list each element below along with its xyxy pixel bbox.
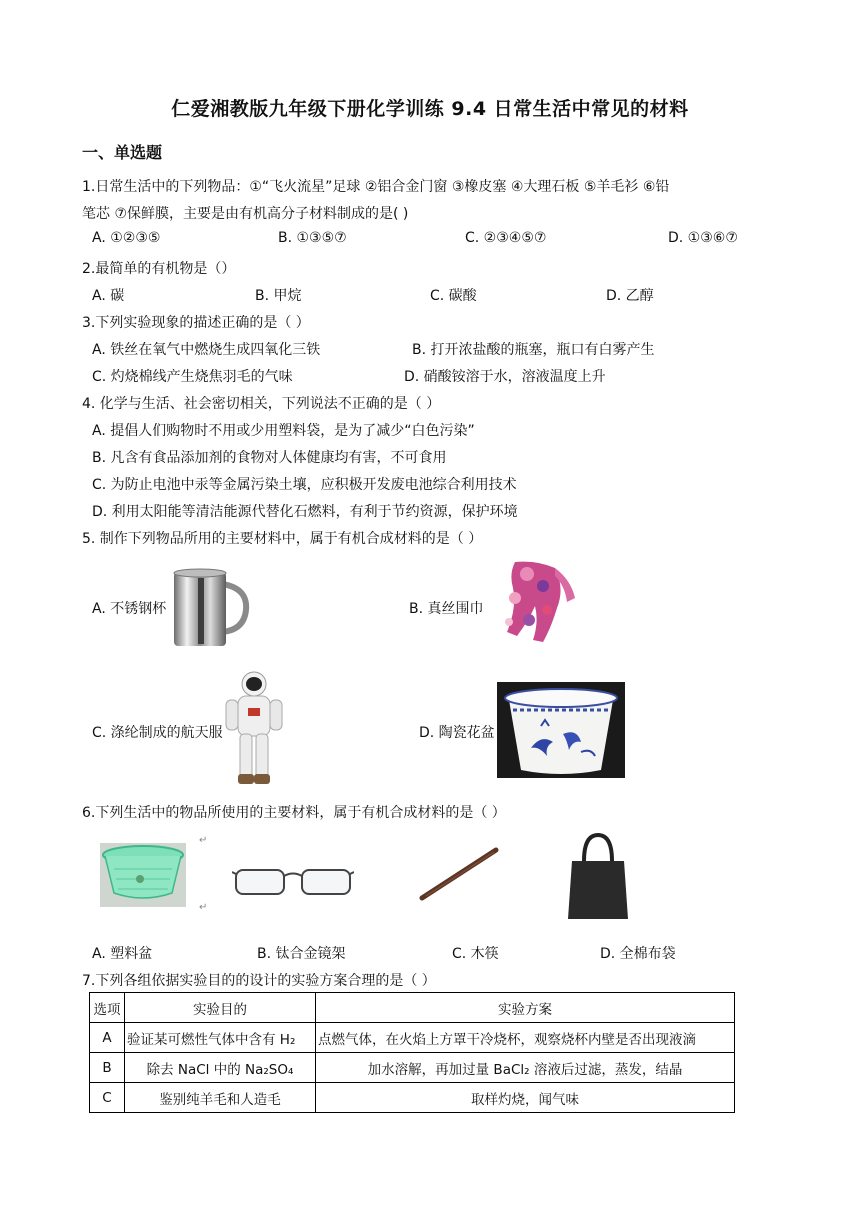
row-option: B xyxy=(90,1053,125,1083)
q4-option-a[interactable]: A. 提倡人们购物时不用或少用塑料袋，是为了减少“白色污染” xyxy=(92,423,475,439)
q6-option-a[interactable]: A. 塑料盆 xyxy=(92,946,153,962)
steel-cup-image xyxy=(168,564,253,650)
row-plan: 加水溶解，再加过量 BaCl₂ 溶液后过滤，蒸发，结晶 xyxy=(316,1053,735,1083)
header-option: 选项 xyxy=(90,993,125,1023)
header-purpose: 实验目的 xyxy=(125,993,316,1023)
q5-option-c[interactable]: C. 涤纶制成的航天服 xyxy=(92,725,223,741)
row-plan: 点燃气体，在火焰上方罩干冷烧杯，观察烧杯内壁是否出现液滴 xyxy=(316,1023,735,1053)
section-heading: 一、单选题 xyxy=(82,143,163,162)
experiment-table xyxy=(89,992,735,1113)
table-row xyxy=(90,1083,735,1113)
row-option: A xyxy=(90,1023,125,1053)
row-plan: 取样灼烧，闻气味 xyxy=(316,1083,735,1113)
q5-option-a[interactable]: A. 不锈钢杯 xyxy=(92,601,167,617)
cotton-bag-image xyxy=(566,831,630,921)
q4-stem: 4. 化学与生活、社会密切相关，下列说法不正确的是（ ） xyxy=(82,396,441,412)
q2-stem: 2.最简单的有机物是（） xyxy=(82,261,236,277)
q2-option-d[interactable]: D. 乙醇 xyxy=(606,288,654,304)
q3-option-b[interactable]: B. 打开浓盐酸的瓶塞，瓶口有白雾产生 xyxy=(412,342,655,358)
q7-stem: 7.下列各组依据实验目的的设计的实验方案合理的是（ ） xyxy=(82,973,436,989)
wooden-chopsticks-image xyxy=(418,846,500,902)
q4-option-d[interactable]: D. 利用太阳能等清洁能源代替化石燃料，有利于节约资源，保护环境 xyxy=(92,504,518,520)
header-plan: 实验方案 xyxy=(316,993,735,1023)
q3-stem: 3.下列实验现象的描述正确的是（ ） xyxy=(82,315,310,331)
q6-option-d[interactable]: D. 全棉布袋 xyxy=(600,946,676,962)
eyeglasses-image xyxy=(232,864,354,900)
spacesuit-image xyxy=(222,668,286,790)
q3-option-d[interactable]: D. 硝酸铵溶于水，溶液温度上升 xyxy=(404,369,606,385)
return-mark-2: ↵ xyxy=(199,902,208,913)
q1-stem-line1: 1.日常生活中的下列物品：①“飞火流星”足球 ②铝合金门窗 ③橡皮塞 ④大理石板 ⑤羊毛衫 ⑥铅 xyxy=(82,179,670,195)
q2-option-c[interactable]: C. 碳酸 xyxy=(430,288,477,304)
q3-option-c[interactable]: C. 灼烧棉线产生烧焦羽毛的气味 xyxy=(92,369,293,385)
row-purpose: 鉴别纯羊毛和人造毛 xyxy=(125,1083,316,1113)
q4-option-c[interactable]: C. 为防止电池中汞等金属污染土壤，应积极开发废电池综合利用技术 xyxy=(92,477,517,493)
plastic-basin-image xyxy=(100,843,186,907)
row-option: C xyxy=(90,1083,125,1113)
q1-option-a[interactable]: A. ①②③⑤ xyxy=(92,230,161,246)
q6-stem: 6.下列生活中的物品所使用的主要材料，属于有机合成材料的是（ ） xyxy=(82,805,506,821)
q5-option-b[interactable]: B. 真丝围巾 xyxy=(409,601,484,617)
q6-option-b[interactable]: B. 钛合金镜架 xyxy=(257,946,346,962)
row-purpose: 除去 NaCl 中的 Na₂SO₄ xyxy=(125,1053,316,1083)
q2-option-a[interactable]: A. 碳 xyxy=(92,288,125,304)
q6-option-c[interactable]: C. 木筷 xyxy=(452,946,499,962)
q1-option-d[interactable]: D. ①③⑥⑦ xyxy=(668,230,738,246)
row-purpose: 验证某可燃性气体中含有 H₂ xyxy=(125,1023,316,1053)
silk-scarf-image xyxy=(485,560,581,642)
return-mark-1: ↵ xyxy=(199,835,208,846)
q1-stem-line2: 笔芯 ⑦保鲜膜，主要是由有机高分子材料制成的是( ) xyxy=(82,206,409,222)
q5-option-d[interactable]: D. 陶瓷花盆 xyxy=(419,725,495,741)
q4-option-b[interactable]: B. 凡含有食品添加剂的食物对人体健康均有害，不可食用 xyxy=(92,450,447,466)
q2-option-b[interactable]: B. 甲烷 xyxy=(255,288,302,304)
q1-option-c[interactable]: C. ②③④⑤⑦ xyxy=(465,230,547,246)
q5-stem: 5. 制作下列物品所用的主要材料中，属于有机合成材料的是（ ） xyxy=(82,531,483,547)
q1-option-b[interactable]: B. ①③⑤⑦ xyxy=(278,230,347,246)
table-header-row xyxy=(90,993,735,1023)
q3-option-a[interactable]: A. 铁丝在氧气中燃烧生成四氧化三铁 xyxy=(92,342,321,358)
page-title: 仁爱湘教版九年级下册化学训练 9.4 日常生活中常见的材料 xyxy=(171,98,689,120)
ceramic-pot-image xyxy=(497,682,625,778)
table-row xyxy=(90,1053,735,1083)
table-row xyxy=(90,1023,735,1053)
